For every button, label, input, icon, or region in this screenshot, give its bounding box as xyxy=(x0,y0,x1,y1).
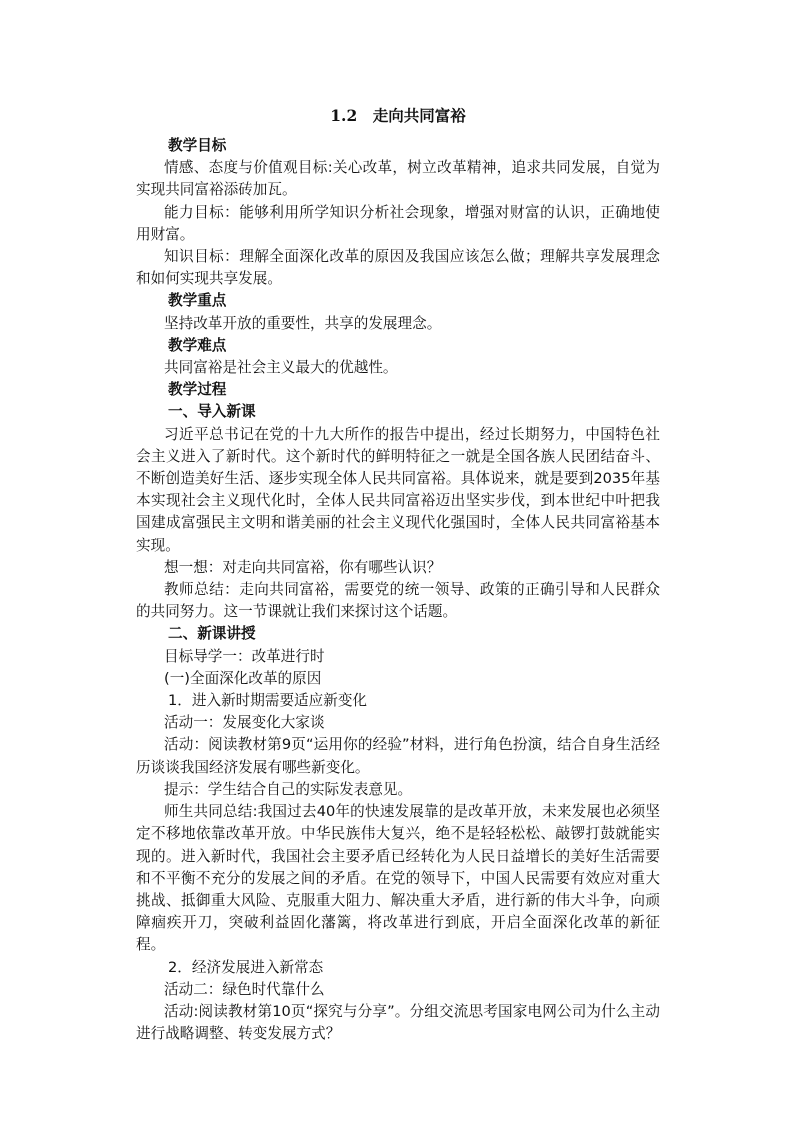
section-heading: 教学过程 xyxy=(168,381,227,399)
paragraph: 活动:阅读教材第10页“探究与分享”。分组交流思考国家电网公司为什么主动进行战略调整、转变发展方式？ xyxy=(136,1002,660,1043)
paragraph: 目标导学一：改革进行时 xyxy=(164,647,325,665)
paragraph: 情感、态度与价值观目标:关心改革，树立改革精神，追求共同发展，自觉为实现共同富裕添砖加瓦。 xyxy=(136,159,660,199)
paragraph: 能力目标：能够利用所学知识分析社会现象，增强对财富的认识，正确地使用财富。 xyxy=(136,203,660,243)
numbered-item: 2．经济发展进入新常态 xyxy=(168,958,324,976)
section-heading: 一、导入新课 xyxy=(168,403,256,421)
paragraph: 知识目标：理解全面深化改革的原因及我国应该怎么做；理解共享发展理念和如何实现共享发展。 xyxy=(136,248,660,288)
sub-heading: (一)全面深化改革的原因 xyxy=(164,669,322,687)
section-heading: 教学重点 xyxy=(168,292,227,310)
paragraph: 习近平总书记在党的十九大所作的报告中提出，经过长期努力，中国特色社会主义进入了新时代。这个新时代的鲜明特征之一就是全国各族人民团结奋斗、不断创造美好生活、逐步实现全体人民共同富裕。具体说来，就是要到2035年基本实现社会主义现代化时，全体人民共同富裕迈出坚实步伐，到本世纪中叶把我国建成富强民主文明和谐美丽的社会主义现代化强国时，全体人民共同富裕基本实现。 xyxy=(136,425,660,554)
paragraph: 提示：学生结合自己的实际发表意见。 xyxy=(164,780,413,798)
paragraph: 活动一：发展变化大家谈 xyxy=(164,714,325,732)
section-heading: 二、新课讲授 xyxy=(168,625,256,643)
paragraph: 共同富裕是社会主义最大的优越性。 xyxy=(164,359,398,377)
paragraph: 想一想：对走向共同富裕，你有哪些认识？ xyxy=(164,558,442,576)
paragraph: 活动：阅读教材第9页“运用你的经验”材料，进行角色扮演，结合自身生活经历谈谈我国经济发展有哪些新变化。 xyxy=(136,736,660,776)
page-title: 1.2 走向共同富裕 xyxy=(330,106,466,125)
document-body xyxy=(136,135,660,1045)
document-page xyxy=(136,100,660,1045)
section-heading: 教学难点 xyxy=(168,336,227,354)
paragraph: 坚持改革开放的重要性，共享的发展理念。 xyxy=(164,314,442,332)
paragraph: 教师总结：走向共同富裕，需要党的统一领导、政策的正确引导和人民群众的共同努力。这一节课就让我们来探讨这个话题。 xyxy=(136,581,660,621)
paragraph: 师生共同总结:我国过去40年的快速发展靠的是改革开放，未来发展也必须坚定不移地依靠改革开放。中华民族伟大复兴，绝不是轻轻松松、敲锣打鼓就能实现的。进入新时代，我国社会主要矛盾已经转化为人民日益增长的美好生活需要和不平衡不充分的发展之间的矛盾。在党的领导下，中国人民需要有效应对重大挑战、抵御重大风险、克服重大阻力、解决重大矛盾，进行新的伟大斗争，向顽障痼疾开刀，突破利益固化藩篱，将改革进行到底，开启全面深化改革的新征程。 xyxy=(136,803,660,954)
numbered-item: 1．进入新时期需要适应新变化 xyxy=(168,692,368,710)
section-heading: 教学目标 xyxy=(168,137,227,154)
paragraph: 活动二：绿色时代靠什么 xyxy=(164,980,325,998)
